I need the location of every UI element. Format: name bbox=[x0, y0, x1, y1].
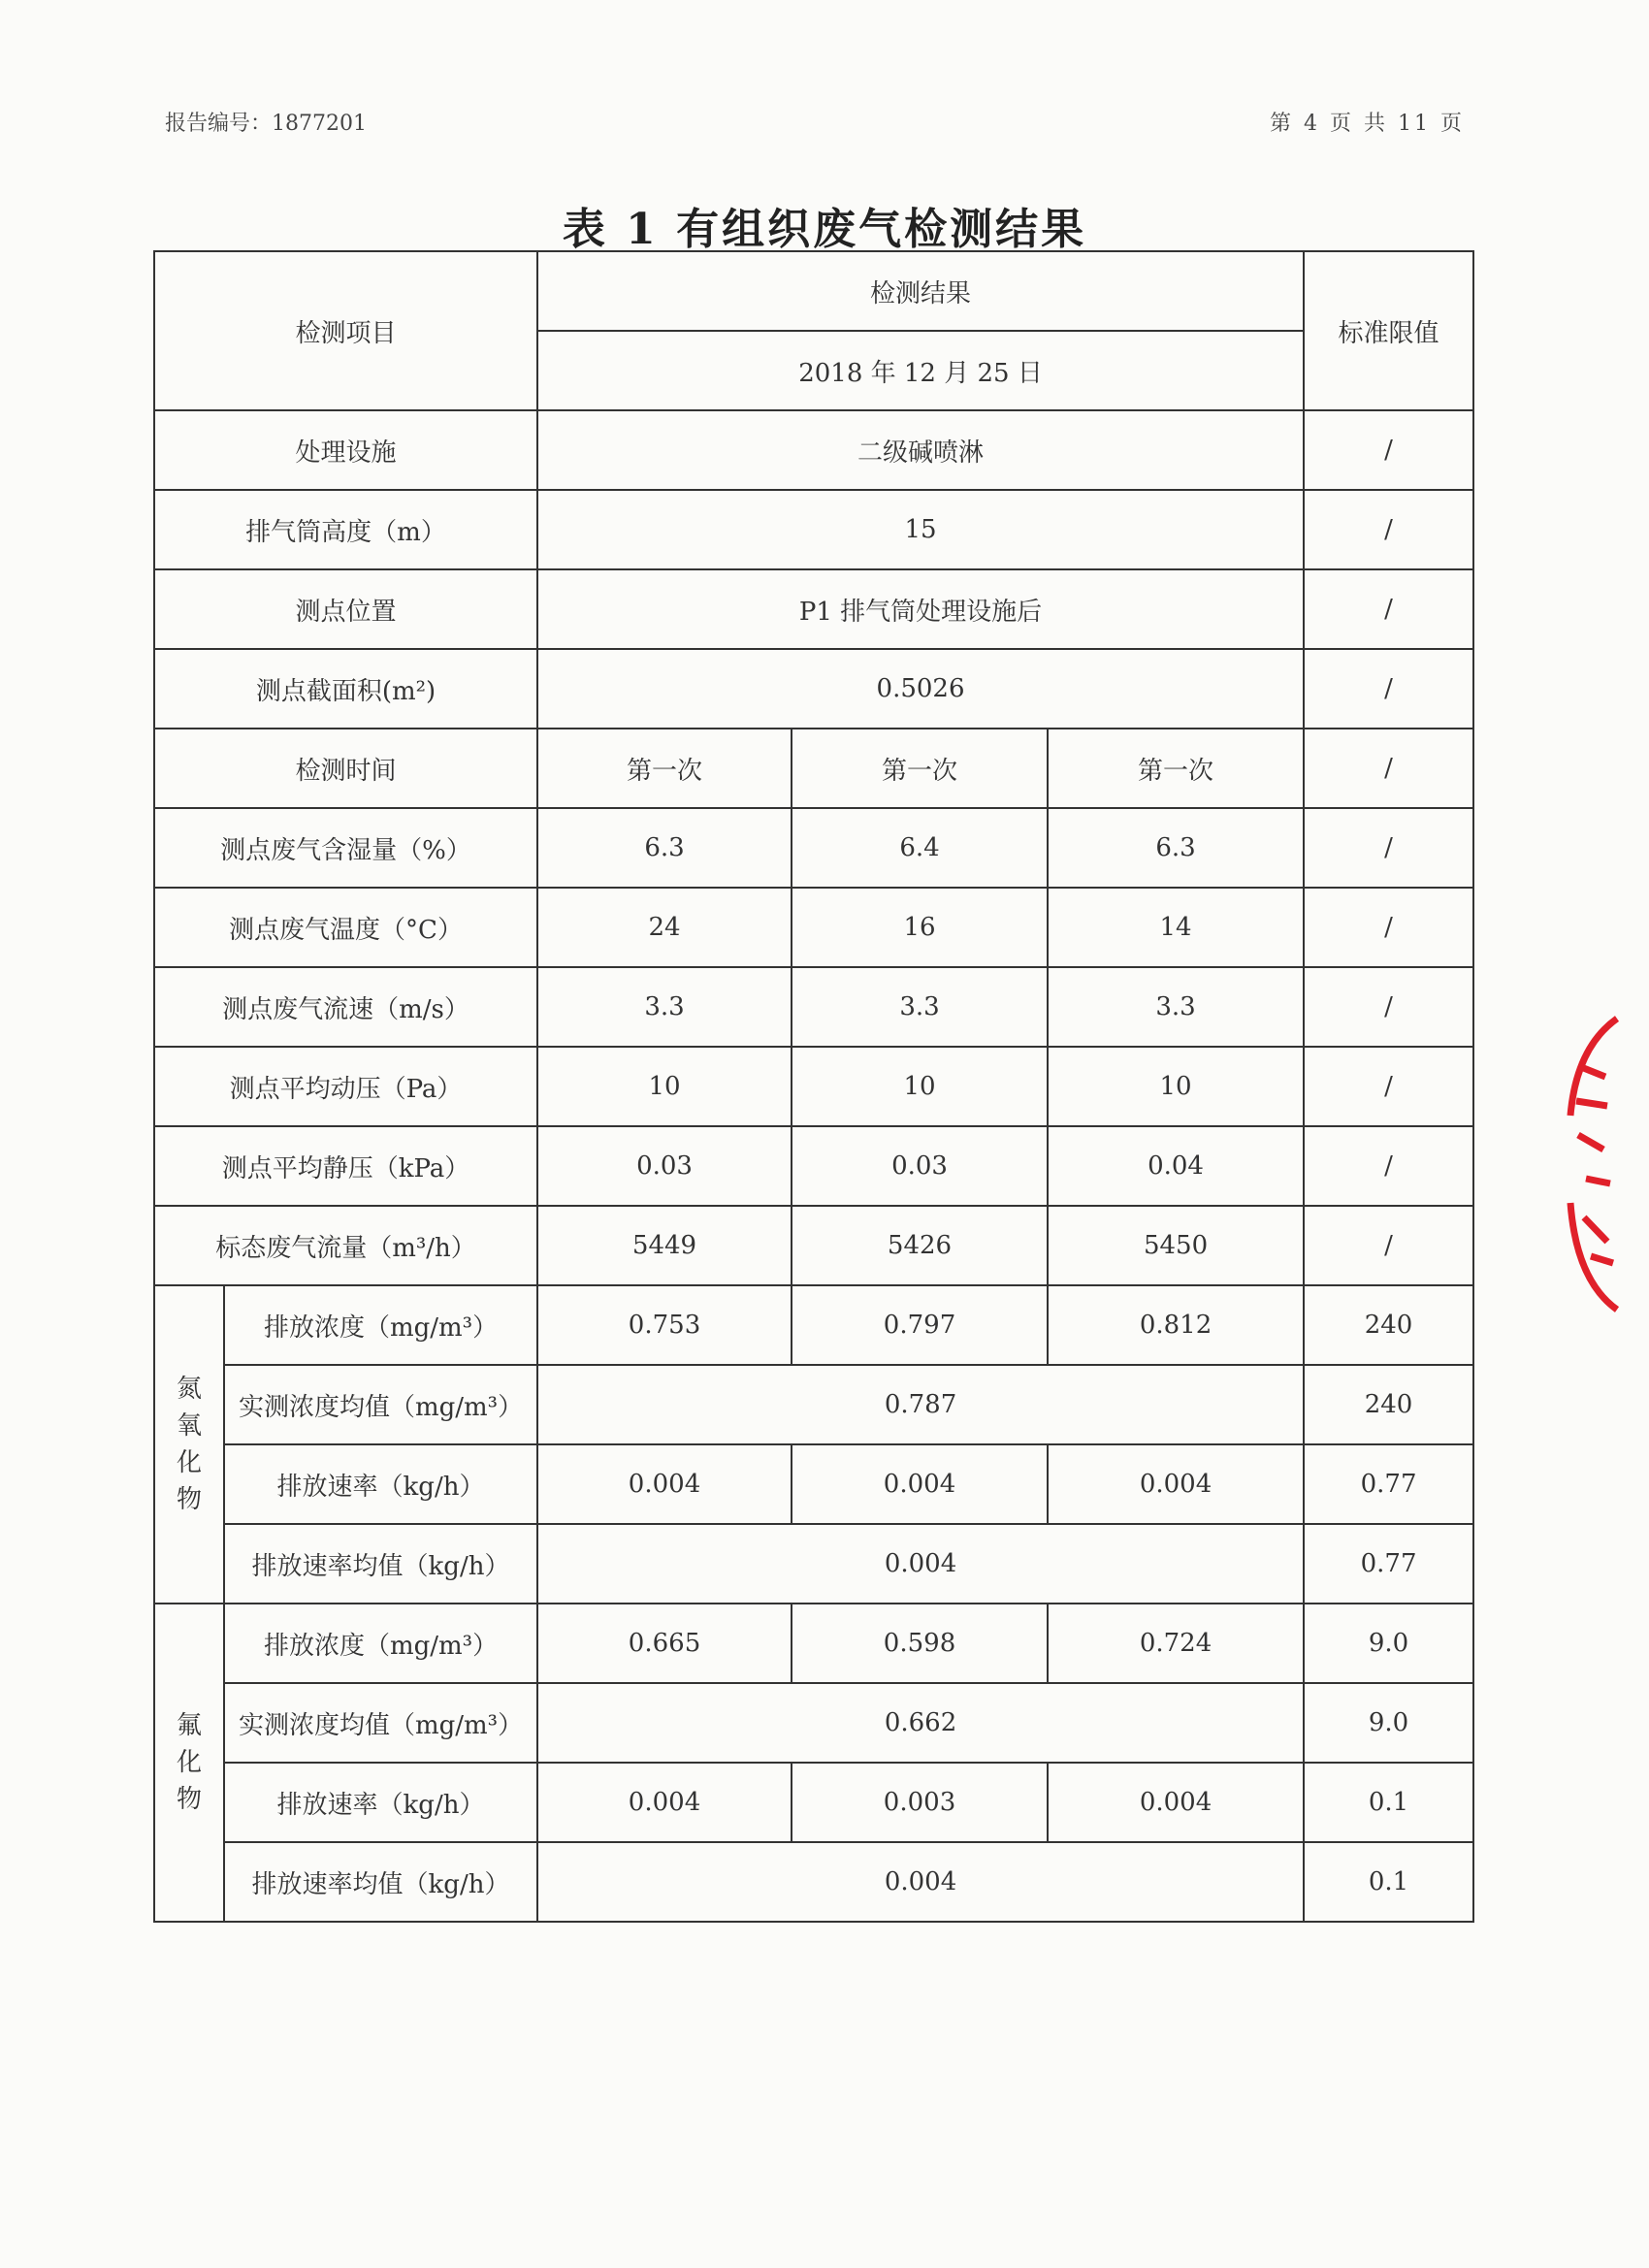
cell-value: 6.3 bbox=[537, 808, 792, 888]
cell-value: 第一次 bbox=[792, 729, 1048, 808]
table-row bbox=[154, 808, 1473, 888]
table-row bbox=[154, 649, 1473, 729]
header-date: 2018 年 12 月 25 日 bbox=[537, 331, 1304, 410]
row-label: 测点废气流速（m/s） bbox=[154, 967, 537, 1047]
cell-value: 6.4 bbox=[792, 808, 1048, 888]
group-char: 化 bbox=[176, 1448, 202, 1477]
table-row bbox=[154, 1604, 1473, 1683]
row-label: 测点平均静压（kPa） bbox=[154, 1126, 537, 1206]
cell-value: 0.5026 bbox=[537, 649, 1304, 729]
row-label: 测点废气含湿量（%） bbox=[154, 808, 537, 888]
cell-limit: 0.77 bbox=[1304, 1444, 1473, 1524]
group-name-fluoride bbox=[154, 1604, 224, 1922]
cell-value: 0.598 bbox=[792, 1604, 1048, 1683]
cell-value: 3.3 bbox=[537, 967, 792, 1047]
row-label: 排放速率均值（kg/h） bbox=[224, 1524, 537, 1604]
cell-value: 5450 bbox=[1048, 1206, 1304, 1285]
cell-value: 6.3 bbox=[1048, 808, 1304, 888]
table-row bbox=[154, 729, 1473, 808]
table-row bbox=[154, 410, 1473, 490]
cell-value: 第一次 bbox=[537, 729, 792, 808]
cell-value: 10 bbox=[792, 1047, 1048, 1126]
table-row bbox=[154, 967, 1473, 1047]
cell-value: 0.004 bbox=[537, 1763, 792, 1842]
row-label: 排放速率（kg/h） bbox=[224, 1763, 537, 1842]
cell-value: 5426 bbox=[792, 1206, 1048, 1285]
table-row bbox=[154, 1365, 1473, 1444]
row-label: 排放速率（kg/h） bbox=[224, 1444, 537, 1524]
header-item: 检测项目 bbox=[154, 251, 537, 410]
cell-value: 0.797 bbox=[792, 1285, 1048, 1365]
cell-value: 0.03 bbox=[537, 1126, 792, 1206]
group-char: 化 bbox=[176, 1748, 202, 1777]
cell-value: P1 排气筒处理设施后 bbox=[537, 569, 1304, 649]
cell-value: 15 bbox=[537, 490, 1304, 569]
table-title: 表 1 有组织废气检测结果 bbox=[562, 205, 1087, 254]
table-row bbox=[154, 1285, 1473, 1365]
cell-value: 24 bbox=[537, 888, 792, 967]
cell-value: 0.724 bbox=[1048, 1604, 1304, 1683]
cell-value: 10 bbox=[537, 1047, 792, 1126]
cell-limit: / bbox=[1304, 1047, 1473, 1126]
table-header-row bbox=[154, 251, 1473, 331]
cell-value: 0.04 bbox=[1048, 1126, 1304, 1206]
cell-limit: 0.1 bbox=[1304, 1842, 1473, 1922]
cell-value: 5449 bbox=[537, 1206, 792, 1285]
cell-limit: / bbox=[1304, 410, 1473, 490]
cell-value: 0.004 bbox=[537, 1524, 1304, 1604]
cell-value: 0.812 bbox=[1048, 1285, 1304, 1365]
group-name-nox bbox=[154, 1285, 224, 1604]
cell-limit: 9.0 bbox=[1304, 1683, 1473, 1763]
cell-value: 14 bbox=[1048, 888, 1304, 967]
group-char: 物 bbox=[176, 1785, 202, 1814]
table-row bbox=[154, 490, 1473, 569]
cell-value: 第一次 bbox=[1048, 729, 1304, 808]
cell-value: 16 bbox=[792, 888, 1048, 967]
red-seal-stamp bbox=[1557, 1009, 1625, 1319]
page-number: 第 4 页 共 11 页 bbox=[1270, 112, 1465, 136]
cell-limit: / bbox=[1304, 967, 1473, 1047]
group-char: 氟 bbox=[176, 1711, 202, 1740]
table-row bbox=[154, 1444, 1473, 1524]
cell-value: 0.004 bbox=[537, 1842, 1304, 1922]
row-label: 测点平均动压（Pa） bbox=[154, 1047, 537, 1126]
cell-value: 0.004 bbox=[1048, 1763, 1304, 1842]
row-label: 排放速率均值（kg/h） bbox=[224, 1842, 537, 1922]
cell-limit: 240 bbox=[1304, 1285, 1473, 1365]
row-label: 测点废气温度（°C） bbox=[154, 888, 537, 967]
cell-value: 0.003 bbox=[792, 1763, 1048, 1842]
group-char: 氧 bbox=[176, 1411, 202, 1441]
table-row bbox=[154, 1763, 1473, 1842]
row-label: 测点位置 bbox=[154, 569, 537, 649]
row-label: 测点截面积(m²) bbox=[154, 649, 537, 729]
cell-limit: 0.1 bbox=[1304, 1763, 1473, 1842]
cell-limit: / bbox=[1304, 649, 1473, 729]
header-limit: 标准限值 bbox=[1304, 251, 1473, 410]
cell-value: 3.3 bbox=[792, 967, 1048, 1047]
cell-limit: / bbox=[1304, 888, 1473, 967]
table-row bbox=[154, 888, 1473, 967]
row-label: 实测浓度均值（mg/m³） bbox=[224, 1365, 537, 1444]
cell-limit: 9.0 bbox=[1304, 1604, 1473, 1683]
row-label: 实测浓度均值（mg/m³） bbox=[224, 1683, 537, 1763]
cell-limit: 0.77 bbox=[1304, 1524, 1473, 1604]
cell-value: 0.787 bbox=[537, 1365, 1304, 1444]
results-table bbox=[153, 250, 1474, 1923]
cell-limit: / bbox=[1304, 808, 1473, 888]
table-row bbox=[154, 1126, 1473, 1206]
table-row bbox=[154, 1842, 1473, 1922]
cell-value: 10 bbox=[1048, 1047, 1304, 1126]
table-row bbox=[154, 1683, 1473, 1763]
row-label: 排放浓度（mg/m³） bbox=[224, 1604, 537, 1683]
cell-value: 0.665 bbox=[537, 1604, 792, 1683]
cell-value: 0.004 bbox=[537, 1444, 792, 1524]
row-label: 排气筒高度（m） bbox=[154, 490, 537, 569]
row-label: 检测时间 bbox=[154, 729, 537, 808]
group-char: 氮 bbox=[176, 1375, 202, 1404]
table-row bbox=[154, 1047, 1473, 1126]
cell-value: 0.004 bbox=[792, 1444, 1048, 1524]
cell-limit: / bbox=[1304, 1126, 1473, 1206]
cell-value: 0.004 bbox=[1048, 1444, 1304, 1524]
table-row bbox=[154, 569, 1473, 649]
cell-value: 0.662 bbox=[537, 1683, 1304, 1763]
cell-limit: / bbox=[1304, 490, 1473, 569]
cell-value: 0.03 bbox=[792, 1126, 1048, 1206]
row-label: 标态废气流量（m³/h） bbox=[154, 1206, 537, 1285]
cell-limit: / bbox=[1304, 729, 1473, 808]
header-result: 检测结果 bbox=[537, 251, 1304, 331]
report-number: 报告编号：1877201 bbox=[165, 112, 367, 136]
table-row bbox=[154, 1206, 1473, 1285]
cell-limit: 240 bbox=[1304, 1365, 1473, 1444]
row-label: 排放浓度（mg/m³） bbox=[224, 1285, 537, 1365]
table-row bbox=[154, 1524, 1473, 1604]
cell-value: 0.753 bbox=[537, 1285, 792, 1365]
cell-limit: / bbox=[1304, 569, 1473, 649]
group-char: 物 bbox=[176, 1485, 202, 1514]
cell-value: 3.3 bbox=[1048, 967, 1304, 1047]
row-label: 处理设施 bbox=[154, 410, 537, 490]
cell-limit: / bbox=[1304, 1206, 1473, 1285]
cell-value: 二级碱喷淋 bbox=[537, 410, 1304, 490]
